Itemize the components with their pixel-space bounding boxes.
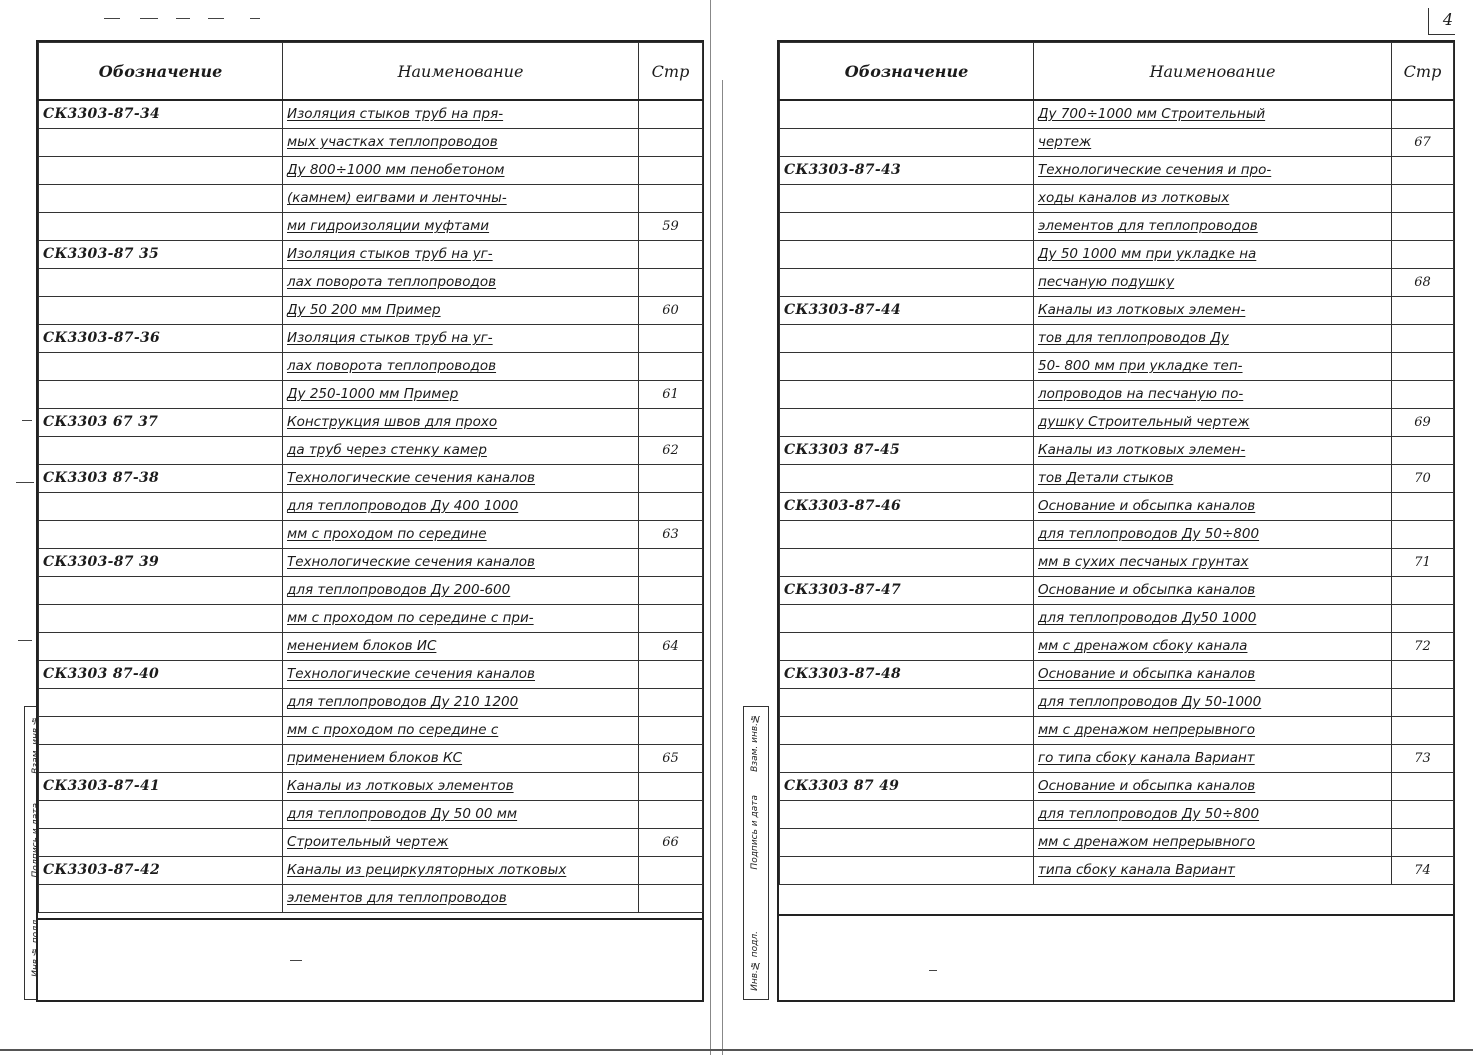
table-row: [780, 409, 1454, 437]
name-cell: тов для теплопроводов Ду: [1034, 325, 1392, 353]
header-dash: [104, 18, 120, 19]
designation-cell: [780, 857, 1034, 885]
name-cell: Изоляция стыков труб на пря-: [283, 100, 639, 129]
page-cell: [1392, 801, 1454, 829]
designation-cell: [780, 829, 1034, 857]
table-row: [780, 353, 1454, 381]
col-header-name: Наименование: [1034, 43, 1392, 101]
margin-tick: [18, 640, 32, 641]
left-bottom-field: [38, 918, 702, 1000]
header-dash: [208, 18, 224, 19]
name-cell: менением блоков ИС: [283, 633, 639, 661]
page-cell: [639, 129, 703, 157]
table-row: [39, 409, 703, 437]
table-row: [780, 437, 1454, 465]
designation-cell: [780, 465, 1034, 493]
bottom-mark: [290, 960, 302, 961]
name-cell: элементов для теплопроводов: [1034, 213, 1392, 241]
page-cell: [1392, 437, 1454, 465]
page-cell: 61: [639, 381, 703, 409]
page-cell: [639, 409, 703, 437]
name-cell: лопроводов на песчаную по-: [1034, 381, 1392, 409]
name-cell: мм с дренажом непрерывного: [1034, 829, 1392, 857]
name-cell: да труб через стенку камер: [283, 437, 639, 465]
designation-cell: [780, 241, 1034, 269]
designation-cell: [780, 717, 1034, 745]
designation-cell: [39, 353, 283, 381]
page-cell: [1392, 661, 1454, 689]
page-cell: 59: [639, 213, 703, 241]
name-cell: Каналы из лотковых элементов: [283, 773, 639, 801]
table-row: [39, 717, 703, 745]
page-cell: [639, 493, 703, 521]
designation-cell: [39, 521, 283, 549]
table-row: [780, 269, 1454, 297]
page-cell: [639, 773, 703, 801]
table-row: [780, 689, 1454, 717]
designation-cell: [39, 381, 283, 409]
name-cell: для теплопроводов Ду 200-600: [283, 577, 639, 605]
page-cell: [639, 353, 703, 381]
table-row: [39, 129, 703, 157]
right-header-row: [780, 43, 1454, 101]
left-header-row: [39, 43, 703, 101]
bottom-rule: [0, 1049, 1473, 1051]
designation-cell: [780, 689, 1034, 717]
table-row: [39, 829, 703, 857]
name-cell: Строительный чертеж: [283, 829, 639, 857]
table-row: [39, 689, 703, 717]
page-cell: 70: [1392, 465, 1454, 493]
table-row: [39, 801, 703, 829]
table-row: [780, 129, 1454, 157]
designation-cell: СК3303-87-48: [780, 661, 1034, 689]
designation-cell: [780, 633, 1034, 661]
designation-cell: [780, 269, 1034, 297]
name-cell: мм с проходом по середине: [283, 521, 639, 549]
designation-cell: [39, 717, 283, 745]
designation-cell: [39, 885, 283, 913]
name-cell: Технологические сечения каналов: [283, 661, 639, 689]
name-cell: Конструкция швов для прохо: [283, 409, 639, 437]
name-cell: Основание и обсыпка каналов: [1034, 577, 1392, 605]
col-header-name: Наименование: [283, 43, 639, 101]
right-stamp-strip: [743, 706, 769, 1000]
table-row: [780, 633, 1454, 661]
table-row: [39, 857, 703, 885]
name-cell: для теплопроводов Ду 210 1200: [283, 689, 639, 717]
margin-tick: [16, 482, 34, 483]
name-cell: душку Строительный чертеж: [1034, 409, 1392, 437]
page-cell: [639, 661, 703, 689]
designation-cell: [780, 325, 1034, 353]
designation-cell: [780, 801, 1034, 829]
designation-cell: [39, 269, 283, 297]
name-cell: песчаную подушку: [1034, 269, 1392, 297]
page-cell: [639, 717, 703, 745]
table-row: [780, 493, 1454, 521]
designation-cell: СК3303-87-43: [780, 157, 1034, 185]
table-row: [780, 773, 1454, 801]
page-number: 4: [1442, 10, 1453, 29]
col-header-code: Обозначение: [780, 43, 1034, 101]
header-dash: [250, 18, 260, 19]
name-cell: Основание и обсыпка каналов: [1034, 661, 1392, 689]
name-cell: для теплопроводов Ду 50÷800: [1034, 801, 1392, 829]
designation-cell: [39, 129, 283, 157]
designation-cell: [39, 297, 283, 325]
table-row: [780, 745, 1454, 773]
name-cell: Каналы из лотковых элемен-: [1034, 297, 1392, 325]
table-row: [39, 745, 703, 773]
designation-cell: [39, 605, 283, 633]
table-row: [39, 465, 703, 493]
table-row: [780, 381, 1454, 409]
page-cell: [639, 325, 703, 353]
page-cell: 62: [639, 437, 703, 465]
name-cell: Ду 800÷1000 мм пенобетоном: [283, 157, 639, 185]
table-row: [39, 493, 703, 521]
name-cell: мых участках теплопроводов: [283, 129, 639, 157]
table-row: [780, 297, 1454, 325]
page-cell: [639, 465, 703, 493]
name-cell: Технологические сечения каналов: [283, 549, 639, 577]
table-row: [39, 297, 703, 325]
page-cell: [639, 549, 703, 577]
name-cell: Каналы из рециркуляторных лотковых: [283, 857, 639, 885]
name-cell: чертеж: [1034, 129, 1392, 157]
name-cell: Ду 700÷1000 мм Строительный: [1034, 100, 1392, 129]
name-cell: Технологические сечения каналов: [283, 465, 639, 493]
right-bottom-field: [779, 914, 1453, 1000]
designation-cell: [780, 353, 1034, 381]
table-row: [39, 605, 703, 633]
name-cell: мм с дренажом сбоку канала: [1034, 633, 1392, 661]
page-cell: 63: [639, 521, 703, 549]
table-row: [780, 577, 1454, 605]
page-cell: 74: [1392, 857, 1454, 885]
table-row: [780, 829, 1454, 857]
table-row: [39, 185, 703, 213]
col-header-page: Стр: [639, 43, 703, 101]
designation-cell: СК3303-87-42: [39, 857, 283, 885]
stamp-inv-podl: Инв.№ подл.: [750, 931, 760, 991]
col-header-page: Стр: [1392, 43, 1454, 101]
designation-cell: СК3303 87-45: [780, 437, 1034, 465]
page-cell: [1392, 577, 1454, 605]
page-cell: 72: [1392, 633, 1454, 661]
page-cell: [1392, 100, 1454, 129]
table-row: [39, 521, 703, 549]
page-cell: [1392, 157, 1454, 185]
designation-cell: [780, 100, 1034, 129]
table-row: [39, 633, 703, 661]
page-cell: [1392, 353, 1454, 381]
page-cell: [1392, 185, 1454, 213]
designation-cell: СК3303-87-34: [39, 100, 283, 129]
table-row: [780, 185, 1454, 213]
table-row: [780, 801, 1454, 829]
page-cell: 65: [639, 745, 703, 773]
designation-cell: [39, 185, 283, 213]
page-cell: [1392, 689, 1454, 717]
designation-cell: СК3303 87-38: [39, 465, 283, 493]
designation-cell: [39, 829, 283, 857]
page-cell: [1392, 521, 1454, 549]
table-row: [39, 885, 703, 913]
page-cell: [639, 577, 703, 605]
designation-cell: СК3303 67 37: [39, 409, 283, 437]
table-row: [780, 717, 1454, 745]
name-cell: для теплопроводов Ду50 1000: [1034, 605, 1392, 633]
page-cell: [639, 605, 703, 633]
page-cell: [639, 857, 703, 885]
name-cell: мм с проходом по середине с при-: [283, 605, 639, 633]
table-row: [780, 857, 1454, 885]
page-cell: [639, 100, 703, 129]
designation-cell: [39, 213, 283, 241]
table-row: [780, 157, 1454, 185]
designation-cell: [39, 745, 283, 773]
page-cell: [1392, 213, 1454, 241]
designation-cell: СК3303-87 39: [39, 549, 283, 577]
page-cell: [639, 269, 703, 297]
page-cell: [639, 689, 703, 717]
name-cell: Изоляция стыков труб на уг-: [283, 241, 639, 269]
table-row: [780, 100, 1454, 129]
page-cell: [1392, 381, 1454, 409]
name-cell: 50- 800 мм при укладке теп-: [1034, 353, 1392, 381]
designation-cell: СК3303-87-46: [780, 493, 1034, 521]
name-cell: тов Детали стыков: [1034, 465, 1392, 493]
designation-cell: [780, 409, 1034, 437]
left-register-sheet: [36, 40, 704, 1002]
designation-cell: [39, 577, 283, 605]
table-row: [39, 577, 703, 605]
table-row: [39, 213, 703, 241]
designation-cell: [780, 185, 1034, 213]
table-row: [39, 773, 703, 801]
designation-cell: [780, 381, 1034, 409]
designation-cell: [39, 493, 283, 521]
right-register-sheet: [777, 40, 1455, 1002]
page-cell: [639, 185, 703, 213]
name-cell: для теплопроводов Ду 50÷800: [1034, 521, 1392, 549]
margin-tick: [22, 420, 32, 421]
page-cell: [639, 885, 703, 913]
name-cell: Ду 250-1000 мм Пример: [283, 381, 639, 409]
page-cell: [1392, 325, 1454, 353]
name-cell: ми гидроизоляции муфтами: [283, 213, 639, 241]
sheet-fold-line: [710, 0, 711, 1055]
page-cell: [1392, 773, 1454, 801]
name-cell: Ду 50 200 мм Пример: [283, 297, 639, 325]
page-cell: 69: [1392, 409, 1454, 437]
designation-cell: [39, 157, 283, 185]
page-cell: [1392, 605, 1454, 633]
page-cell: [1392, 297, 1454, 325]
table-row: [780, 605, 1454, 633]
name-cell: элементов для теплопроводов: [283, 885, 639, 913]
right-register-table: [779, 42, 1454, 885]
name-cell: лах поворота теплопроводов: [283, 353, 639, 381]
designation-cell: [39, 633, 283, 661]
designation-cell: [780, 745, 1034, 773]
page-cell: [1392, 493, 1454, 521]
page-cell: 64: [639, 633, 703, 661]
page-cell: 60: [639, 297, 703, 325]
page-cell: [639, 241, 703, 269]
designation-cell: [39, 801, 283, 829]
page-cell: 66: [639, 829, 703, 857]
stamp-vzam-inv: Взам. инв.№: [750, 713, 760, 772]
page-cell: [1392, 241, 1454, 269]
table-row: [780, 521, 1454, 549]
name-cell: мм в сухих песчаных грунтах: [1034, 549, 1392, 577]
table-row: [39, 100, 703, 129]
table-row: [39, 157, 703, 185]
table-row: [39, 661, 703, 689]
name-cell: Технологические сечения и про-: [1034, 157, 1392, 185]
table-row: [39, 241, 703, 269]
name-cell: мм с дренажом непрерывного: [1034, 717, 1392, 745]
table-row: [39, 437, 703, 465]
designation-cell: [39, 689, 283, 717]
name-cell: Ду 50 1000 мм при укладке на: [1034, 241, 1392, 269]
designation-cell: СК3303-87-36: [39, 325, 283, 353]
table-row: [780, 325, 1454, 353]
name-cell: Основание и обсыпка каналов: [1034, 773, 1392, 801]
designation-cell: [780, 605, 1034, 633]
table-row: [780, 661, 1454, 689]
name-cell: Основание и обсыпка каналов: [1034, 493, 1392, 521]
left-register-table: [38, 42, 703, 913]
name-cell: применением блоков КС: [283, 745, 639, 773]
designation-cell: СК3303-87-41: [39, 773, 283, 801]
header-dash: [176, 18, 190, 19]
table-row: [780, 549, 1454, 577]
page-cell: [639, 157, 703, 185]
name-cell: (камнем) еигвами и ленточны-: [283, 185, 639, 213]
stamp-podp-data: Подпись и дата: [750, 795, 760, 870]
designation-cell: СК3303 87-40: [39, 661, 283, 689]
designation-cell: [780, 521, 1034, 549]
page-cell: [1392, 829, 1454, 857]
designation-cell: [39, 437, 283, 465]
name-cell: для теплопроводов Ду 50 00 мм: [283, 801, 639, 829]
bottom-mark: [929, 970, 937, 971]
page-cell: [639, 801, 703, 829]
name-cell: типа сбоку канала Вариант: [1034, 857, 1392, 885]
designation-cell: [780, 129, 1034, 157]
table-row: [780, 465, 1454, 493]
name-cell: мм с проходом по середине с: [283, 717, 639, 745]
table-row: [780, 213, 1454, 241]
page-cell: [1392, 717, 1454, 745]
table-row: [39, 269, 703, 297]
designation-cell: [780, 213, 1034, 241]
table-row: [39, 325, 703, 353]
designation-cell: [780, 549, 1034, 577]
name-cell: для теплопроводов Ду 50-1000: [1034, 689, 1392, 717]
table-row: [39, 381, 703, 409]
designation-cell: СК3303 87 49: [780, 773, 1034, 801]
page-cell: 68: [1392, 269, 1454, 297]
table-row: [780, 241, 1454, 269]
page-cell: 71: [1392, 549, 1454, 577]
designation-cell: СК3303-87 35: [39, 241, 283, 269]
designation-cell: СК3303-87-47: [780, 577, 1034, 605]
name-cell: лах поворота теплопроводов: [283, 269, 639, 297]
name-cell: ходы каналов из лотковых: [1034, 185, 1392, 213]
name-cell: для теплопроводов Ду 400 1000: [283, 493, 639, 521]
sheet-fold-line-2: [722, 80, 723, 1055]
page-cell: 67: [1392, 129, 1454, 157]
header-dash: [140, 18, 158, 19]
designation-cell: СК3303-87-44: [780, 297, 1034, 325]
table-row: [39, 549, 703, 577]
page-cell: 73: [1392, 745, 1454, 773]
name-cell: Изоляция стыков труб на уг-: [283, 325, 639, 353]
table-row: [39, 353, 703, 381]
name-cell: го типа сбоку канала Вариант: [1034, 745, 1392, 773]
col-header-code: Обозначение: [39, 43, 283, 101]
name-cell: Каналы из лотковых элемен-: [1034, 437, 1392, 465]
